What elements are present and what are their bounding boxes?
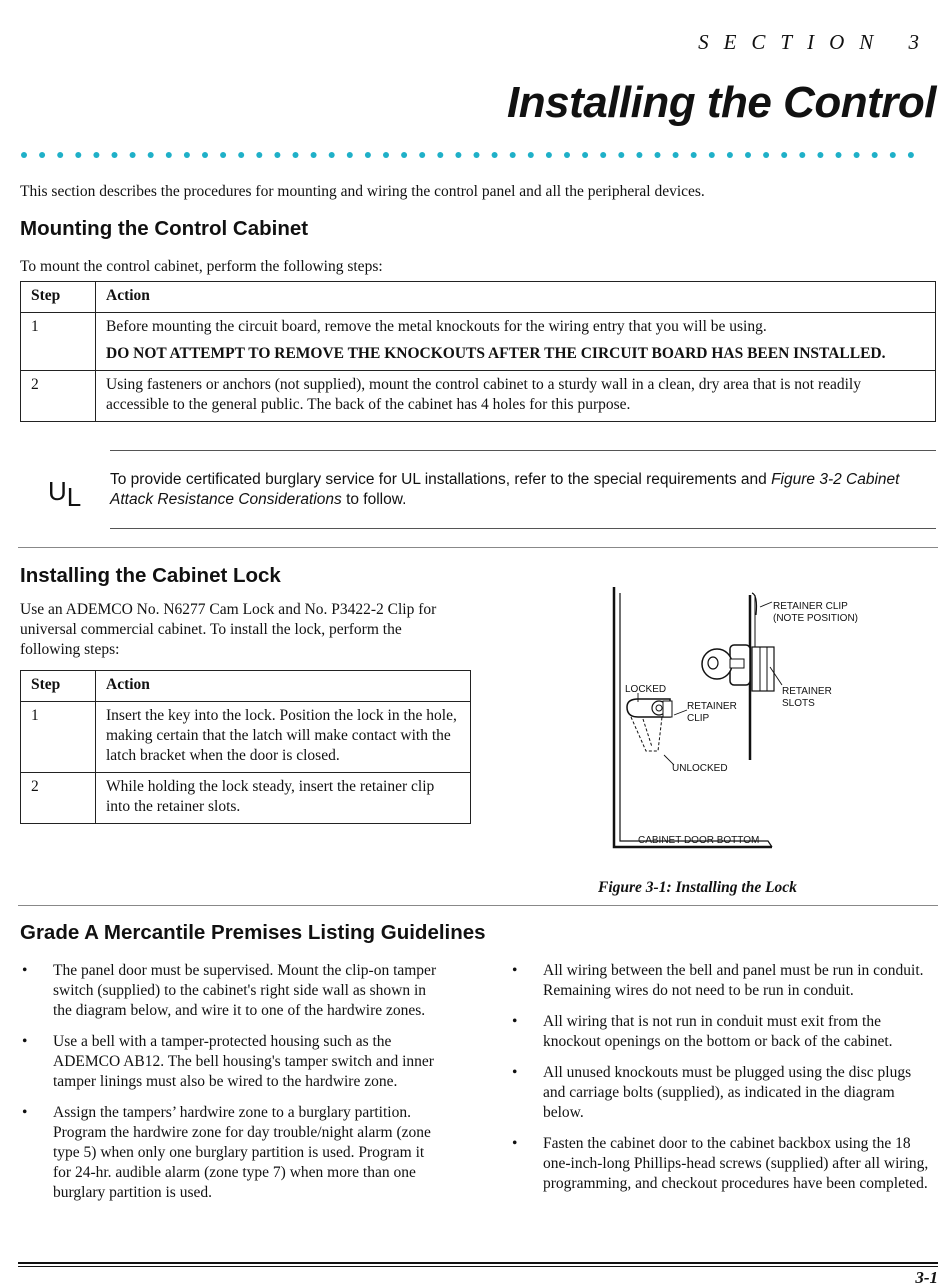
label-retainer-slots: RETAINER	[782, 686, 832, 697]
list-item: • All wiring between the bell and panel must be run in conduit. Remaining wires do not need to be run in conduit.	[512, 962, 924, 999]
divider-dot	[274, 152, 280, 158]
column-header-action: Action	[96, 671, 471, 702]
grade-a-left-list	[20, 961, 445, 1214]
bullet-icon: •	[22, 962, 28, 979]
ul-logo: UL	[48, 476, 82, 512]
divider-dot	[727, 152, 733, 158]
label-locked: LOCKED	[625, 684, 667, 695]
mounting-heading: Mounting the Control Cabinet	[20, 217, 309, 240]
divider-dot	[401, 152, 407, 158]
divider-dot	[709, 152, 715, 158]
divider-dot	[872, 152, 878, 158]
label-retainer-slots-2: SLOTS	[782, 698, 815, 709]
bullet-icon: •	[512, 1064, 518, 1081]
divider-dot	[293, 152, 299, 158]
divider-dot	[817, 152, 823, 158]
mounting-steps-table	[20, 281, 936, 422]
retainer-slots	[752, 647, 774, 691]
step-action: While holding the lock steady, insert the retainer clip into the retainer slots.	[96, 773, 471, 824]
label-retainer-clip-top: RETAINER CLIP	[773, 601, 848, 612]
divider-dot	[636, 152, 642, 158]
step-action	[96, 313, 936, 371]
list-item: • Assign the tampers’ hardwire zone to a burglary partition. Program the hardwire zone for day trouble/night alarm (zone type 5) when only one burglary partition is used. Program it for 24-hr. audible alarm (zone type 7) when more than one burglary partition is used.	[22, 1104, 431, 1201]
divider-dot	[93, 152, 99, 158]
dotted-divider	[20, 147, 915, 163]
page-title: Installing the Control	[507, 78, 936, 127]
divider-dot	[57, 152, 63, 158]
mounting-lead: To mount the control cabinet, perform the following steps:	[20, 258, 383, 275]
divider-dot	[492, 152, 498, 158]
bullet-icon: •	[22, 1033, 28, 1050]
divider-dot	[600, 152, 606, 158]
step-action: Using fasteners or anchors (not supplied), mount the control cabinet to a sturdy wall in a clean, dry area that is not readily accessible to the general public. The back of the cabinet has 4 holes for this purpose.	[96, 371, 936, 422]
list-item: • Use a bell with a tamper-protected housing such as the ADEMCO AB12. The bell housing's tamper switch and inner tamper linings must also be wired to the hardwire zone.	[22, 1033, 434, 1090]
step-number: 2	[21, 371, 96, 422]
divider-dot	[908, 152, 914, 158]
divider-dot	[673, 152, 679, 158]
label-retainer-clip: RETAINER	[687, 701, 737, 712]
divider-dot	[311, 152, 317, 158]
list-item: • All wiring that is not run in conduit must exit from the knockout openings on the bottom or back of the cabinet.	[512, 1013, 893, 1050]
divider-dot	[347, 152, 353, 158]
footer-rule	[18, 1262, 938, 1264]
divider-dot	[166, 152, 172, 158]
divider-dot	[184, 152, 190, 158]
divider-dot	[510, 152, 516, 158]
divider-dot	[220, 152, 226, 158]
bullet-icon: •	[22, 1104, 28, 1121]
divider-dot	[383, 152, 389, 158]
divider-dot	[546, 152, 552, 158]
step-number: 2	[21, 773, 96, 824]
divider-dot	[474, 152, 480, 158]
step-number: 1	[21, 702, 96, 773]
divider-dot	[564, 152, 570, 158]
figure-reference: Figure 3-2 Cabinet Attack Resistance Considerations	[110, 471, 900, 508]
divider-dot	[39, 152, 45, 158]
latch-locked	[627, 699, 672, 717]
label-note-position: (NOTE POSITION)	[773, 613, 858, 624]
lock-heading: Installing the Cabinet Lock	[20, 564, 281, 587]
divider-dot	[528, 152, 534, 158]
ul-note-top-rule	[110, 450, 936, 451]
divider-dot	[618, 152, 624, 158]
ul-note-text: To provide certificated burglary service for UL installations, refer to the special requirements and Figure 3-2 Cabinet Attack Resistance Considerations to follow.	[110, 471, 900, 508]
lock-installation-diagram	[600, 585, 940, 860]
lock-lead: Use an ADEMCO No. N6277 Cam Lock and No. P3422-2 Clip for universal commercial cabinet. To install the lock, perform the following steps:	[20, 601, 437, 658]
column-header-step: Step	[21, 671, 96, 702]
label-retainer-clip-2: CLIP	[687, 713, 710, 724]
divider-dot	[691, 152, 697, 158]
divider-dot	[75, 152, 81, 158]
divider-dot	[455, 152, 461, 158]
divider-dot	[763, 152, 769, 158]
divider-dot	[256, 152, 262, 158]
latch-unlocked	[631, 717, 662, 751]
list-item: • Fasten the cabinet door to the cabinet backbox using the 18 one-inch-long Phillips-head screws (supplied) after all wiring, programming, and checkout procedures have been completed.	[512, 1135, 929, 1192]
divider-dot	[130, 152, 136, 158]
divider-dot	[655, 152, 661, 158]
label-cabinet-door-bottom: CABINET DOOR BOTTOM	[638, 835, 760, 846]
divider-dot	[238, 152, 244, 158]
divider-dot	[582, 152, 588, 158]
list-item: • All unused knockouts must be plugged using the disc plugs and carriage bolts (supplied), as indicated in the diagram below.	[512, 1064, 912, 1121]
page-number: 3-1	[915, 1268, 938, 1287]
column-header-step: Step	[21, 282, 96, 313]
footer-rule-thin	[18, 1266, 938, 1267]
table-row	[21, 702, 471, 773]
step-action: Insert the key into the lock. Position the lock in the hole, making certain that the latch will make contact with the latch bracket when the door is closed.	[96, 702, 471, 773]
step-number: 1	[21, 313, 96, 371]
column-header-action: Action	[96, 282, 936, 313]
divider-dot	[148, 152, 154, 158]
table-row	[21, 313, 936, 371]
section-label: SECTION 3	[698, 30, 934, 54]
intro-paragraph: This section describes the procedures for mounting and wiring the control panel and all the peripheral devices.	[20, 183, 705, 200]
lock-steps-table	[20, 670, 471, 824]
figure-caption: Figure 3-1: Installing the Lock	[598, 879, 797, 896]
label-unlocked: UNLOCKED	[672, 763, 728, 774]
section-divider	[18, 905, 938, 906]
grade-a-heading: Grade A Mercantile Premises Listing Guidelines	[20, 921, 486, 944]
bullet-icon: •	[512, 1135, 518, 1152]
ul-note-bottom-rule	[110, 528, 936, 529]
divider-dot	[781, 152, 787, 158]
table-row	[21, 773, 471, 824]
bullet-icon: •	[512, 1013, 518, 1030]
divider-dot	[329, 152, 335, 158]
step-warning: DO NOT ATTEMPT TO REMOVE THE KNOCKOUTS AFTER THE CIRCUIT BOARD HAS BEEN INSTALLED.	[106, 345, 886, 362]
divider-dot	[836, 152, 842, 158]
divider-dot	[21, 152, 27, 158]
table-row	[21, 371, 936, 422]
divider-dot	[854, 152, 860, 158]
divider-dot	[202, 152, 208, 158]
divider-dot	[890, 152, 896, 158]
divider-dot	[437, 152, 443, 158]
section-divider	[18, 547, 938, 548]
list-item: • The panel door must be supervised. Mount the clip-on tamper switch (supplied) to the cabinet's right side wall as shown in the diagram below, and wire it to one of the hardwire zones.	[22, 962, 437, 1019]
divider-dot	[799, 152, 805, 158]
table-header-row	[21, 671, 471, 702]
table-header-row	[21, 282, 936, 313]
grade-a-right-list	[510, 961, 935, 1205]
divider-dot	[419, 152, 425, 158]
divider-dot	[112, 152, 118, 158]
step-action-text: Before mounting the circuit board, remove the metal knockouts for the wiring entry that you will be using.	[106, 318, 767, 335]
divider-dot	[745, 152, 751, 158]
divider-dot	[365, 152, 371, 158]
bullet-icon: •	[512, 962, 518, 979]
